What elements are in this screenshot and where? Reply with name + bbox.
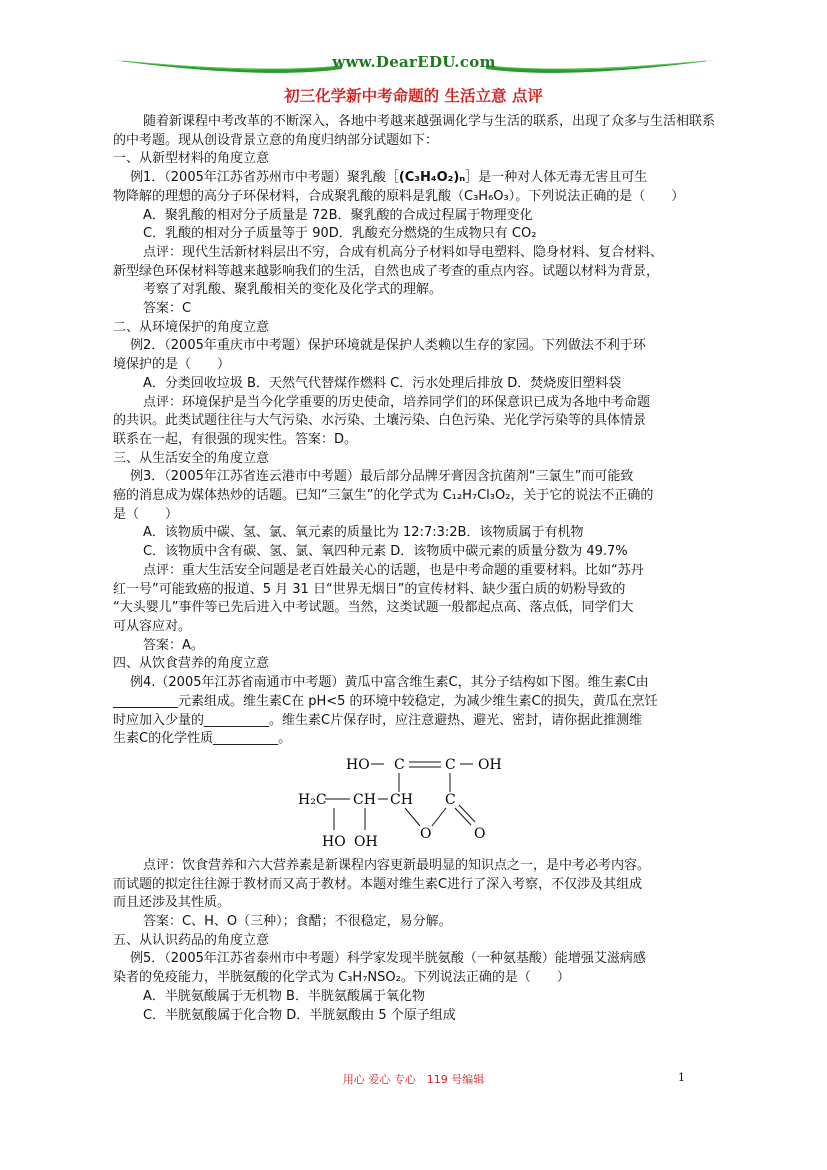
commentary: 点评：环境保护是当今化学重要的历史使命，培养同学们的环保意识已成为各地中考命题 [143,394,651,410]
site-banner [112,50,716,80]
answer-line: 答案：A。 [143,637,204,653]
commentary: 点评：饮食营养和六大营养素是新课程内容更新最明显的知识点之一，是中考必考内容。 [143,857,651,873]
answer-options: A．半胱氨酸属于无机物 B．半胱氨酸属于氧化物 [143,988,425,1004]
atom-label: CH [390,791,413,808]
question-text-part: 例1．（2005年江苏省苏州市中考题）聚乳酸［ [130,170,399,186]
answer-line: 答案：C [143,301,192,317]
question-text: 例5．（2005年江苏省泰州市中考题）科学家发现半胱氨酸（一种氨基酸）能增强艾滋病感 [130,951,646,967]
question-text-part: ］是一种对人体无毒无害且可生 [465,170,648,186]
section-heading: 二、从环境保护的角度立意 [113,319,270,335]
atom-label: C [445,791,456,808]
question-text: 境保护的是（ ） [113,357,231,373]
section-heading: 一、从新型材料的角度立意 [113,151,270,167]
page-number: 1 [678,1071,685,1084]
vitamin-c-structure [113,751,718,857]
commentary: 而试题的拟定往往源于教材而又高于教材。本题对维生素C进行了深入考察，不仅涉及其组成 [113,876,643,892]
question-text: 是（ ） [113,506,179,522]
atom-label: CH [353,791,376,808]
answer-options: A．聚乳酸的相对分子质量是 72B．聚乳酸的合成过程属于物理变化 [143,207,533,223]
commentary: 新型绿色环保材料等越来越影响我们的生活，自然也成了考查的重点内容。试题以材料为背景， [113,263,660,279]
answer-options: A．分类回收垃圾 B．天然气代替煤作燃料 C．污水处理后排放 D．焚烧废旧塑料袋 [143,375,622,391]
section-heading: 五、从认识药品的角度立意 [113,932,270,948]
page-title: 初三化学新中考命题的 生活立意 点评 [284,87,543,105]
site-url[interactable]: www.DearEDU.com [332,53,496,71]
answer-options: C．半胱氨酸属于化合物 D．半胱氨酸由 5 个原子组成 [143,1007,456,1023]
commentary: 点评：重大生活安全问题是老百姓最关心的话题，也是中考命题的重要材料。比如“苏丹 [143,562,644,578]
question-text: 染者的免疫能力，半胱氨酸的化学式为 C₃H₇NSO₂。下列说法正确的是（ ） [113,970,570,986]
atom-label: O [474,825,486,842]
section-heading: 三、从生活安全的角度立意 [113,450,270,466]
vitamin-c-structure-diagram [298,751,528,857]
atom-label: HO [322,833,346,850]
atom-label: OH [354,833,378,850]
commentary: 点评：现代生活新材料层出不穷，合成有机高分子材料如导电塑料、隐身材料、复合材料、 [143,244,664,260]
answer-line: 答案：C、H、O（三种）；食醋；不很稳定，易分解。 [143,914,452,930]
commentary: 红一号”可能致癌的报道、5 月 31 日“世界无烟日”的宣传材料、缺少蛋白质的奶粉导致的 [113,581,626,597]
intro-paragraph: 随着新课程中考改革的不断深入，各地中考越来越强调化学与生活的联系，出现了众多与生活相联系的中考题。现从创设背景立意的角度归纳部分试题如下： [113,114,716,148]
commentary: “大头婴儿”事件等已先后进入中考试题。当然，这类试题一般都起点高、落点低，同学们大 [113,600,634,616]
page-footer: 用心 爱心 专心 119 号编辑 [342,1073,485,1086]
question-text: __________元素组成。维生素C在 pH<5 的环境中较稳定，为减少维生素C的损失，黄瓜在烹饪 [113,693,658,709]
atom-label: C [394,756,405,773]
question-text: 例2．（2005年重庆市中考题）保护环境就是保护人类赖以生存的家园。下列做法不利于环 [130,338,646,354]
atom-label: H₂C [298,791,327,808]
chemical-formula: (C₃H₄O₂)ₙ [398,170,466,186]
atom-label: C [445,756,456,773]
commentary: 联系在一起，有很强的现实性。答案：D。 [113,431,358,447]
question-text: 物降解的理想的高分子环保材料，合成聚乳酸的原料是乳酸（C₃H₆O₃）。下列说法正确的是（ ） [113,188,685,204]
question-text: 癌的消息成为媒体热炒的话题。已知“三氯生”的化学式为 C₁₂H₇Cl₃O₂，关于它的说法不正确的 [113,488,654,504]
atom-label: HO [346,756,370,773]
commentary: 而且还涉及其性质。 [113,895,231,911]
atom-label: OH [478,756,502,773]
answer-options: A．该物质中碳、氢、氯、氧元素的质量比为 12:7:3:2B．该物质属于有机物 [143,525,584,541]
section-heading: 四、从饮食营养的角度立意 [113,656,270,672]
question-text: 生素C的化学性质__________。 [113,731,292,747]
question-text: 例4.（2005年江苏省南通市中考题）黄瓜中富含维生素C，其分子结构如下图。维生素C由 [130,675,649,691]
commentary: 考察了对乳酸、聚乳酸相关的变化及化学式的理解。 [143,282,443,298]
question-text [113,169,718,188]
question-text: 例3．（2005年江苏省连云港市中考题）最后部分品牌牙膏因含抗菌剂“三氯生”而可能致 [130,469,634,485]
commentary: 可从容应对。 [113,618,192,634]
atom-label: O [420,825,432,842]
article-body [113,113,718,1025]
answer-options: C．乳酸的相对分子质量等于 90D．乳酸充分燃烧的生成物只有 CO₂ [143,226,537,242]
question-text: 时应加入少量的__________。维生素C片保存时，应注意避热、避光、密封，请你据此推测维 [113,712,643,728]
answer-options: C．该物质中含有碳、氢、氯、氧四种元素 D．该物质中碳元素的质量分数为 49.7% [143,544,628,560]
commentary: 的共识。此类试题往往与大气污染、水污染、土壤污染、白色污染、光化学污染等的具体情景 [113,413,647,429]
